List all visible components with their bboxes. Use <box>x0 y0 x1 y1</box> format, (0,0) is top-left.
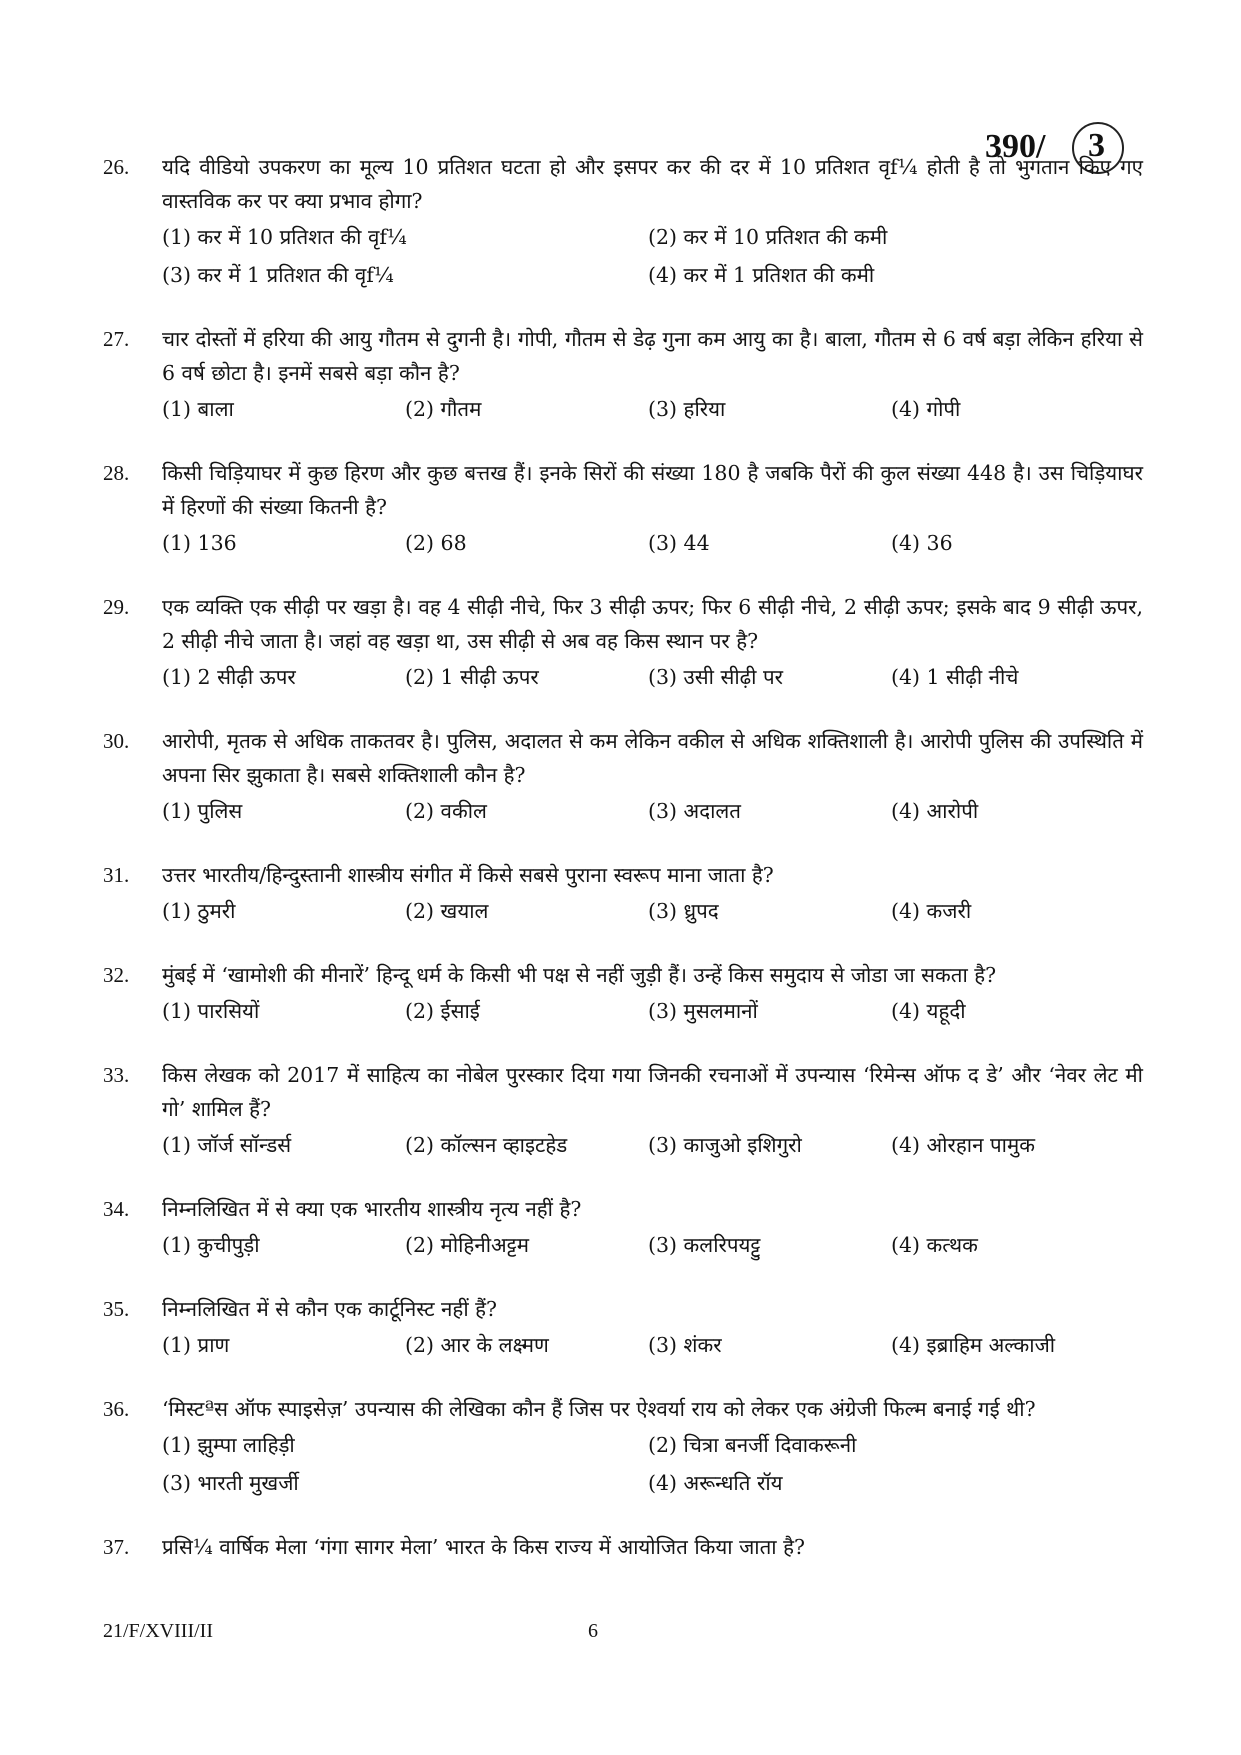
options <box>162 1226 1143 1264</box>
question-32 <box>103 958 1143 1030</box>
option-4: (4) कर में 1 प्रतिशत की कमी <box>648 263 875 287</box>
question-list <box>103 150 1143 1592</box>
option-1: (1) 2 सीढ़ी ऊपर <box>162 665 296 689</box>
question-text: निम्नलिखित में से कौन एक कार्टूनिस्ट नहीं हैं? <box>162 1297 498 1321</box>
option-1: (1) पारसियों <box>162 999 260 1023</box>
question-text: प्रसि¼ वार्षिक मेला ‘गंगा सागर मेला’ भारत के किस राज्य में आयोजित किया जाता है? <box>162 1535 806 1559</box>
footer-paper-code: 21/F/XVIII/II <box>103 1620 213 1642</box>
option-1: (1) 136 <box>162 531 237 555</box>
option-4: (4) गोपी <box>891 397 961 421</box>
options <box>162 992 1143 1030</box>
option-2: (2) वकील <box>405 799 487 823</box>
question-number: 30. <box>103 729 130 753</box>
option-2: (2) 1 सीढ़ी ऊपर <box>405 665 539 689</box>
option-2: (2) ईसाई <box>405 999 480 1023</box>
option-3: (3) कर में 1 प्रतिशत की वृf¼ <box>162 263 394 287</box>
question-text: उत्तर भारतीय/हिन्दुस्तानी शास्त्रीय संगीत में किसे सबसे पुराना स्वरूप माना जाता है? <box>162 863 774 887</box>
option-3: (3) कलरिपयट्टु <box>648 1233 761 1257</box>
option-1: (1) ठुमरी <box>162 899 236 923</box>
option-4: (4) आरोपी <box>891 799 979 823</box>
question-text: चार दोस्तों में हरिया की आयु गौतम से दुगनी है। गोपी, गौतम से डेढ़ गुना कम आयु का है। बाला, गौतम से 6 वर्ष बड़ा लेकिन हरिया से 6 वर्ष छोटा है। इनमें सबसे बड़ा कौन है? <box>162 327 1143 385</box>
option-3: (3) 44 <box>648 531 710 555</box>
paper-code: 390/ <box>985 128 1046 165</box>
question-text: मुंबई में ‘खामोशी की मीनारें’ हिन्दू धर्म के किसी भी पक्ष से नहीं जुड़ी हैं। उन्हें किस समुदाय से जोडा जा सकता है? <box>162 963 997 987</box>
option-2: (2) चित्रा बनर्जी दिवाकरूनी <box>648 1433 857 1457</box>
option-3: (3) अदालत <box>648 799 741 823</box>
page-number: 6 <box>588 1620 598 1642</box>
circled-number: 3 <box>1088 127 1105 164</box>
option-4: (4) कजरी <box>891 899 972 923</box>
option-2: (2) आर के लक्ष्मण <box>405 1333 549 1357</box>
option-2: (2) 68 <box>405 531 467 555</box>
question-number: 33. <box>103 1063 130 1087</box>
option-3: (3) उसी सीढ़ी पर <box>648 665 784 689</box>
option-3: (3) ध्रुपद <box>648 899 719 923</box>
question-27 <box>103 322 1143 428</box>
question-36 <box>103 1392 1143 1502</box>
option-4: (4) 36 <box>891 531 953 555</box>
option-3: (3) शंकर <box>648 1333 722 1357</box>
option-2: (2) गौतम <box>405 397 482 421</box>
option-1: (1) झुम्पा लाहिड़ी <box>162 1433 295 1457</box>
question-30 <box>103 724 1143 830</box>
options <box>162 524 1143 562</box>
question-number: 28. <box>103 461 130 485</box>
question-35 <box>103 1292 1143 1364</box>
question-33 <box>103 1058 1143 1164</box>
option-1: (1) पुलिस <box>162 799 243 823</box>
options <box>162 218 1143 294</box>
question-text: आरोपी, मृतक से अधिक ताकतवर है। पुलिस, अदालत से कम लेकिन वकील से अधिक शक्तिशाली है। आरोपी पुलिस की उपस्थिति में अपना सिर झुकाता है। सबसे शक्तिशाली कौन है? <box>162 729 1143 787</box>
question-number: 36. <box>103 1397 130 1421</box>
options <box>162 792 1143 830</box>
question-number: 26. <box>103 155 130 179</box>
question-28 <box>103 456 1143 562</box>
option-1: (1) जॉर्ज सॉन्डर्स <box>162 1133 292 1157</box>
question-number: 29. <box>103 595 130 619</box>
option-1: (1) प्राण <box>162 1333 230 1357</box>
question-34 <box>103 1192 1143 1264</box>
question-number: 31. <box>103 863 130 887</box>
option-4: (4) कत्थक <box>891 1233 978 1257</box>
option-2: (2) खयाल <box>405 899 489 923</box>
question-number: 32. <box>103 963 130 987</box>
option-3: (3) काजुओ इशिगुरो <box>648 1133 802 1157</box>
option-2: (2) कर में 10 प्रतिशत की कमी <box>648 225 888 249</box>
option-3: (3) मुसलमानों <box>648 999 758 1023</box>
question-text: किसी चिड़ियाघर में कुछ हिरण और कुछ बत्तख हैं। इनके सिरों की संख्या 180 है जबकि पैरों की कुल संख्या 448 है। उस चिड़ियाघर में हिरणों की संख्या कितनी है? <box>162 461 1143 519</box>
options <box>162 390 1143 428</box>
options <box>162 892 1143 930</box>
question-31 <box>103 858 1143 930</box>
question-37 <box>103 1530 1143 1564</box>
option-3: (3) हरिया <box>648 397 726 421</box>
option-2: (2) मोहिनीअट्टम <box>405 1233 529 1257</box>
option-3: (3) भारती मुखर्जी <box>162 1471 299 1495</box>
option-1: (1) कुचीपुड़ी <box>162 1233 260 1257</box>
option-4: (4) 1 सीढ़ी नीचे <box>891 665 1019 689</box>
options <box>162 1126 1143 1164</box>
option-4: (4) यहूदी <box>891 999 966 1023</box>
question-number: 35. <box>103 1297 130 1321</box>
option-1: (1) कर में 10 प्रतिशत की वृf¼ <box>162 225 407 249</box>
option-4: (4) ओरहान पामुक <box>891 1133 1035 1157</box>
option-1: (1) बाला <box>162 397 234 421</box>
options <box>162 1326 1143 1364</box>
options <box>162 1426 1143 1502</box>
options <box>162 658 1143 696</box>
question-number: 27. <box>103 327 130 351</box>
question-29 <box>103 590 1143 696</box>
question-number: 37. <box>103 1535 130 1559</box>
question-text: एक व्यक्ति एक सीढ़ी पर खड़ा है। वह 4 सीढ़ी नीचे, फिर 3 सीढ़ी ऊपर; फिर 6 सीढ़ी नीचे, 2 सीढ़ी ऊपर; इसके बाद 9 सीढ़ी ऊपर, 2 सीढ़ी नीचे जाता है। जहां वह खड़ा था, उस सीढ़ी से अब वह किस स्थान पर है? <box>162 595 1143 653</box>
option-4: (4) अरून्धति रॉय <box>648 1471 783 1495</box>
question-text: ‘मिस्टªस ऑफ स्पाइसेज़’ उपन्यास की लेखिका कौन हैं जिस पर ऐश्वर्या राय को लेकर एक अंग्रेजी फिल्म बनाई गई थी? <box>162 1397 1036 1421</box>
question-26 <box>103 150 1143 294</box>
question-number: 34. <box>103 1197 130 1221</box>
option-2: (2) कॉल्सन व्हाइटहेड <box>405 1133 568 1157</box>
question-text: निम्नलिखित में से क्या एक भारतीय शास्त्रीय नृत्य नहीं है? <box>162 1197 582 1221</box>
question-text: किस लेखक को 2017 में साहित्य का नोबेल पुरस्कार दिया गया जिनकी रचनाओं में उपन्यास ‘रिमेन्स ऑफ द डे’ और ‘नेवर लेट मी गो’ शामिल हैं? <box>162 1063 1143 1121</box>
question-text: यदि वीडियो उपकरण का मूल्य 10 प्रतिशत घटता हो और इसपर कर की दर में 10 प्रतिशत वृf¼ होती है तो भुगतान किए गए वास्तविक कर पर क्या प्रभाव होगा? <box>162 155 1143 213</box>
option-4: (4) इब्राहिम अल्काजी <box>891 1333 1056 1357</box>
